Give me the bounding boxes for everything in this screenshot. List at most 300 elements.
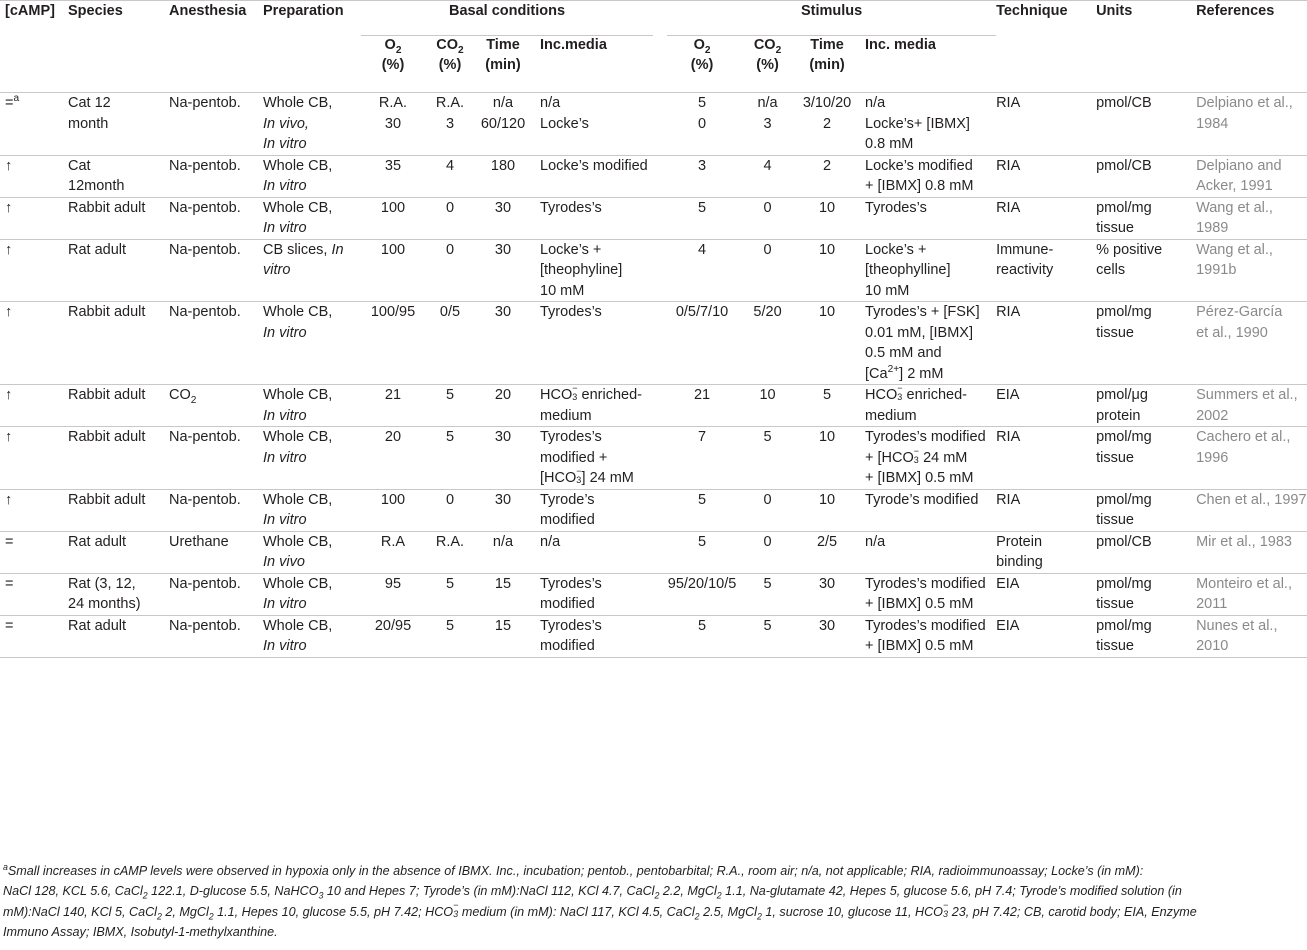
stim-media-cell-line: $[Ca^{2+}]$ 2 mM (865, 363, 944, 382)
technique-cell (996, 155, 1096, 197)
camp-cell-line: ↑ (5, 199, 13, 216)
anesthesia-cell-line: $CO_2$ (169, 387, 197, 406)
stim-time-cell (798, 155, 856, 197)
basal-media-cell-line: Tyrodes’s (540, 199, 602, 216)
header-references: References (1196, 1, 1307, 35)
stim-o2-cell (667, 302, 737, 385)
preparation-cell (263, 427, 361, 490)
basal-o2-cell (361, 615, 425, 657)
stim-media-cell-line: Tyrodes’s modified (865, 429, 986, 445)
camp-cell (0, 302, 68, 385)
reference-cell-line: Acker, 1991 (1196, 178, 1273, 194)
stim-media-cell (856, 385, 996, 427)
stim-media-cell (856, 427, 996, 490)
species-cell (68, 197, 169, 239)
basal-o2-cell (361, 489, 425, 531)
basal-co2-cell-line: 4 (445, 157, 455, 174)
header-preparation: Preparation (263, 1, 361, 35)
reference-cell-line: 1989 (1196, 220, 1229, 236)
species-cell-line: 12month (68, 178, 125, 194)
stim-o2-cell-line: 5 (697, 533, 707, 550)
units-cell-line: pmol/μg (1096, 387, 1148, 403)
stim-co2-cell (737, 93, 798, 156)
technique-cell (996, 573, 1096, 615)
stim-o2-cell (667, 239, 737, 302)
basal-media-cell-line: Locke’s (540, 115, 589, 132)
basal-o2-cell-line: 100 (380, 199, 406, 216)
footnote-line-4: Immuno Assay; IBMX, Isobutyl-1-methylxanthine. (3, 925, 278, 940)
reference-cell-line: Chen et al., 1997 (1196, 491, 1307, 508)
basal-time-cell-line: 180 (490, 157, 516, 174)
stim-media-cell-line: + [IBMX] 0.5 mM (865, 470, 974, 486)
units-cell-line: pmol/CB (1096, 95, 1152, 111)
anesthesia-cell (169, 531, 263, 573)
basal-co2-cell (425, 155, 475, 197)
basal-media-cell-line: Tyrodes’s (540, 617, 602, 634)
preparation-cell-line: In vivo (263, 554, 305, 570)
header-stimulus (667, 1, 996, 35)
stim-time-cell (798, 385, 856, 427)
header-stim-incmedia: Inc. media (865, 36, 936, 53)
technique-cell (996, 302, 1096, 385)
reference-cell (1196, 197, 1307, 239)
preparation-cell (263, 197, 361, 239)
basal-o2-cell-line: 30 (384, 115, 402, 132)
stim-media-cell (856, 302, 996, 385)
basal-co2-cell (425, 385, 475, 427)
technique-cell (996, 93, 1096, 156)
anesthesia-cell-line: Na-pentob. (169, 95, 241, 111)
species-cell (68, 573, 169, 615)
basal-co2-cell-line: 0 (445, 199, 455, 216)
species-cell-line: month (68, 115, 109, 132)
basal-media-cell (531, 302, 653, 385)
anesthesia-cell (169, 615, 263, 657)
stim-co2-cell-line: 5/20 (753, 304, 782, 320)
technique-cell (996, 239, 1096, 302)
anesthesia-cell-line: Na-pentob. (169, 241, 241, 258)
units-cell-line: pmol/mg (1096, 429, 1152, 445)
basal-time-cell (475, 239, 531, 302)
stim-time-cell (798, 427, 856, 490)
basal-o2-cell (361, 155, 425, 197)
basal-co2-cell (425, 239, 475, 302)
basal-co2-cell-line: 0 (445, 241, 455, 258)
stim-co2-cell (737, 489, 798, 531)
reference-cell-line: et al., 1990 (1196, 324, 1268, 341)
units-cell (1096, 489, 1196, 531)
table-row (0, 615, 1307, 657)
camp-cell (0, 239, 68, 302)
species-cell-line: Rat adult (68, 617, 127, 634)
stim-o2-cell (667, 615, 737, 657)
units-cell-line: pmol/mg (1096, 491, 1152, 508)
stim-o2-cell-line: 21 (693, 387, 711, 403)
basal-time-cell (475, 573, 531, 615)
header-basal-o2: $O_2$ (%) (381, 36, 405, 73)
units-cell-line: tissue (1096, 512, 1134, 528)
stim-co2-cell-line: 5 (763, 617, 772, 634)
species-cell-line: Rabbit adult (68, 304, 146, 320)
camp-cell (0, 155, 68, 197)
basal-o2-cell-line: 100 (380, 491, 406, 508)
stim-o2-cell-line: 5 (697, 95, 707, 111)
basal-media-cell-line: 10 mM (540, 282, 585, 299)
preparation-cell-line: Whole CB, (263, 491, 333, 508)
stim-time-cell-line: 10 (818, 199, 836, 216)
basal-media-cell (531, 385, 653, 427)
stim-media-cell-line: + [IBMX] 0.5 mM (865, 638, 974, 654)
basal-o2-cell-line: 20/95 (374, 617, 412, 634)
header-basal-incmedia: Inc.media (540, 36, 607, 53)
stim-time-cell-line: 30 (818, 617, 836, 634)
stim-media-cell-line: Locke’s+ [IBMX] (865, 115, 970, 132)
stim-time-cell-line: 2/5 (816, 533, 838, 550)
units-cell (1096, 385, 1196, 427)
units-cell-line: % positive (1096, 241, 1163, 258)
camp-cell-line: ↑ (5, 241, 13, 258)
header-stim-time: Time (min) (809, 36, 845, 73)
units-cell (1096, 197, 1196, 239)
basal-media-cell-line: Locke’s + (540, 241, 602, 258)
basal-time-cell-line: 60/120 (480, 115, 526, 132)
species-cell-line: Rabbit adult (68, 491, 146, 508)
stim-co2-cell-line: 10 (759, 387, 776, 403)
basal-co2-cell (425, 573, 475, 615)
basal-co2-cell-line: R.A. (435, 533, 465, 550)
preparation-cell-line: CB slices, In (263, 241, 344, 258)
reference-cell-line: 1984 (1196, 115, 1229, 132)
preparation-cell (263, 615, 361, 657)
stim-o2-cell-line: 95/20/10/5 (667, 575, 737, 592)
table-row (0, 302, 1307, 385)
technique-cell-line: RIA (996, 429, 1021, 445)
units-cell (1096, 155, 1196, 197)
stim-media-cell-line: Tyrodes’s + [FSK] (865, 304, 980, 320)
stim-time-cell-line: 10 (818, 241, 836, 258)
reference-cell-line: Monteiro et al., (1196, 575, 1292, 592)
camp-cell-line: = (5, 617, 14, 634)
stim-o2-cell-line: 7 (697, 429, 707, 445)
header-anesthesia: Anesthesia (169, 1, 263, 35)
basal-co2-cell (425, 427, 475, 490)
basal-media-cell-line: Locke’s modified (540, 157, 648, 174)
anesthesia-cell-line: Na-pentob. (169, 199, 241, 216)
stim-o2-cell-line: 5 (697, 617, 707, 634)
basal-media-cell-line: Tyrodes’s (540, 575, 602, 592)
reference-cell-line: Wang et al., (1196, 241, 1273, 258)
stim-o2-cell-line: 5 (697, 491, 707, 508)
stim-co2-cell-line: 0 (763, 199, 772, 216)
technique-cell-line: EIA (996, 387, 1020, 403)
species-cell (68, 385, 169, 427)
stim-time-cell (798, 573, 856, 615)
camp-cell (0, 427, 68, 490)
technique-cell-line: RIA (996, 95, 1021, 111)
basal-time-cell (475, 302, 531, 385)
stim-co2-cell-line: 5 (763, 575, 772, 592)
basal-media-cell-line: Tyrode’s (540, 491, 595, 508)
stim-co2-cell-line: 3 (763, 115, 772, 132)
stim-media-cell (856, 155, 996, 197)
table-row (0, 239, 1307, 302)
preparation-cell-line: In vitro (263, 596, 307, 612)
preparation-cell-line: Whole CB, (263, 387, 333, 403)
header-basal-time: Time (min) (485, 36, 521, 73)
basal-media-cell-line: modified (540, 638, 595, 654)
stim-o2-cell (667, 93, 737, 156)
stim-co2-cell-line: n/a (757, 95, 778, 111)
basal-time-cell-line: 15 (494, 617, 512, 634)
reference-cell-line: Wang et al., (1196, 199, 1273, 216)
basal-time-cell-line: 30 (494, 429, 512, 445)
stim-co2-cell (737, 197, 798, 239)
stim-time-cell (798, 489, 856, 531)
anesthesia-cell (169, 489, 263, 531)
stim-co2-cell-line: 5 (763, 429, 772, 445)
basal-co2-cell-line: 5 (445, 387, 455, 403)
units-cell-line: cells (1096, 262, 1126, 278)
basal-co2-cell-line: 0 (445, 491, 455, 508)
preparation-cell-line: In vitro (263, 178, 307, 194)
table-row (0, 531, 1307, 573)
species-cell-line: Rabbit adult (68, 387, 146, 403)
reference-cell-line: 1991b (1196, 262, 1237, 278)
stim-time-cell-line: 2 (822, 157, 832, 174)
basal-media-cell-line: modified (540, 596, 595, 612)
stim-media-cell-line: 0.01 mM, [IBMX] (865, 324, 974, 341)
units-cell-line: tissue (1096, 449, 1134, 466)
stim-media-cell-line: Tyrodes’s (865, 199, 927, 216)
preparation-cell-line: Whole CB, (263, 617, 333, 634)
basal-media-cell-line: modified + (540, 449, 608, 466)
technique-cell (996, 615, 1096, 657)
basal-media-cell-line: Tyrodes’s (540, 304, 602, 320)
species-cell-line: Rat adult (68, 241, 127, 258)
basal-media-cell-line: n/a (540, 533, 561, 550)
reference-cell (1196, 93, 1307, 156)
basal-time-cell (475, 531, 531, 573)
basal-o2-cell-line: 100/95 (370, 304, 416, 320)
stim-media-cell (856, 531, 996, 573)
preparation-cell-line: In vitro (263, 407, 307, 424)
units-cell (1096, 573, 1196, 615)
species-cell-line: Rabbit adult (68, 199, 146, 216)
units-cell (1096, 93, 1196, 156)
basal-media-cell (531, 489, 653, 531)
basal-time-cell (475, 427, 531, 490)
basal-o2-cell-line: 21 (384, 387, 402, 403)
species-cell (68, 489, 169, 531)
reference-cell (1196, 573, 1307, 615)
basal-co2-cell (425, 302, 475, 385)
anesthesia-cell (169, 155, 263, 197)
basal-media-cell (531, 93, 653, 156)
stim-media-cell-line: Tyrodes’s modified (865, 617, 986, 634)
species-cell (68, 302, 169, 385)
species-cell (68, 427, 169, 490)
units-cell (1096, 531, 1196, 573)
stim-media-cell-line: 10 mM (865, 282, 910, 299)
reference-cell (1196, 427, 1307, 490)
stim-o2-cell (667, 197, 737, 239)
technique-cell-line: RIA (996, 491, 1021, 508)
stim-time-cell-line: 10 (818, 491, 836, 508)
stim-media-cell-line: n/a (865, 533, 886, 550)
basal-media-cell-line: n/a (540, 95, 561, 111)
technique-cell-line: EIA (996, 617, 1020, 634)
stim-media-cell-line: Tyrode’s modified (865, 491, 979, 508)
basal-time-cell-line: 15 (494, 575, 512, 592)
basal-o2-cell-line: 35 (384, 157, 402, 174)
species-cell-line: Rat adult (68, 533, 127, 550)
preparation-cell (263, 93, 361, 156)
preparation-cell (263, 155, 361, 197)
basal-o2-cell (361, 573, 425, 615)
anesthesia-cell (169, 573, 263, 615)
units-cell-line: protein (1096, 407, 1141, 424)
preparation-cell-line: In vitro (263, 638, 307, 654)
stim-o2-cell (667, 155, 737, 197)
technique-cell (996, 531, 1096, 573)
basal-o2-cell-line: 95 (384, 575, 402, 592)
basal-co2-cell (425, 531, 475, 573)
stim-co2-cell-line: 0 (763, 533, 772, 550)
basal-time-cell-line: 30 (494, 199, 512, 216)
camp-cell-line: ↑ (5, 157, 13, 174)
anesthesia-cell (169, 427, 263, 490)
species-cell-line: 24 months) (68, 596, 141, 612)
stim-media-cell-line: 0.8 mM (865, 136, 914, 152)
basal-time-cell-line: 30 (494, 241, 512, 258)
units-cell-line: tissue (1096, 220, 1134, 236)
preparation-cell-line: In vitro (263, 220, 307, 236)
technique-cell-line: EIA (996, 575, 1020, 592)
stim-media-cell (856, 489, 996, 531)
reference-cell (1196, 531, 1307, 573)
basal-media-cell (531, 615, 653, 657)
species-cell-line: Cat 12 (68, 95, 111, 111)
technique-cell (996, 427, 1096, 490)
preparation-cell-line: Whole CB, (263, 199, 333, 216)
basal-time-cell (475, 615, 531, 657)
camp-cell-line: =$^a$ (5, 93, 20, 111)
basal-co2-cell-line: 5 (445, 617, 455, 634)
header-stim-o2: $O_2$ (%) (690, 36, 714, 73)
stim-media-cell (856, 239, 996, 302)
preparation-cell (263, 489, 361, 531)
camp-cell (0, 385, 68, 427)
stim-media-cell-line: Tyrodes’s modified (865, 575, 986, 592)
basal-time-cell (475, 93, 531, 156)
stim-o2-cell (667, 385, 737, 427)
anesthesia-cell-line: Na-pentob. (169, 575, 241, 592)
preparation-cell (263, 531, 361, 573)
stim-time-cell (798, 197, 856, 239)
basal-o2-cell (361, 302, 425, 385)
stim-o2-cell-line: 5 (697, 199, 707, 216)
stim-media-cell (856, 573, 996, 615)
basal-o2-cell-line: 20 (384, 429, 402, 445)
units-cell-line: pmol/mg (1096, 617, 1152, 634)
camp-cell-line: ↑ (5, 304, 13, 320)
stim-time-cell-line: 5 (822, 387, 832, 403)
preparation-cell-line: Whole CB, (263, 575, 333, 592)
technique-cell-line: Immune- (996, 241, 1054, 258)
basal-time-cell (475, 197, 531, 239)
basal-media-cell (531, 155, 653, 197)
stim-media-cell-line: + [HCO − 3 24 mM (865, 445, 968, 466)
stim-co2-cell (737, 385, 798, 427)
reference-cell (1196, 385, 1307, 427)
technique-cell-line: RIA (996, 199, 1021, 216)
preparation-cell-line: vitro (263, 262, 291, 278)
stim-time-cell-line: 30 (818, 575, 836, 592)
stim-time-cell-line: 2 (822, 115, 832, 132)
basal-media-cell-line: [theophyline] (540, 262, 623, 278)
anesthesia-cell-line: Urethane (169, 533, 229, 550)
stim-media-cell (856, 615, 996, 657)
species-cell (68, 239, 169, 302)
footnote-line-1: $^a$Small increases in cAMP levels were observed in hypoxia only in the absence of IBMX. Inc., incubation; pentob., pentobarbital; R.A., room air; n/a, not applicable; RIA, radioimmunoassay; Locke’s (in mM): (3, 861, 1144, 878)
basal-media-cell (531, 531, 653, 573)
reference-cell-line: 2011 (1196, 596, 1228, 612)
basal-o2-cell-line: 100 (380, 241, 406, 258)
camp-cell (0, 615, 68, 657)
technique-cell-line: reactivity (996, 262, 1054, 278)
reference-cell-line: Nunes et al., (1196, 617, 1278, 634)
basal-media-cell (531, 197, 653, 239)
camp-cell (0, 197, 68, 239)
reference-cell-line: 2010 (1196, 638, 1229, 654)
camp-cell-line: ↑ (5, 387, 13, 403)
stim-media-cell-line: Locke’s + (865, 241, 927, 258)
table-row (0, 93, 1307, 156)
table-footnote (3, 861, 1303, 943)
reference-cell (1196, 489, 1307, 531)
reference-cell-line: Pérez-García (1196, 304, 1283, 320)
stim-time-cell-line: 3/10/20 (802, 95, 852, 111)
technique-cell-line: RIA (996, 157, 1021, 174)
reference-cell-line: Delpiano and (1196, 157, 1282, 174)
header-stim-co2: $CO_2$ (%) (753, 36, 782, 73)
basal-o2-cell (361, 385, 425, 427)
reference-cell (1196, 615, 1307, 657)
preparation-cell (263, 385, 361, 427)
basal-time-cell (475, 489, 531, 531)
header-basal-conditions (361, 1, 653, 35)
technique-cell (996, 489, 1096, 531)
table-row (0, 489, 1307, 531)
footnote-marker: a (13, 93, 20, 105)
stim-media-cell-line: [theophylline] (865, 262, 951, 278)
basal-o2-cell (361, 531, 425, 573)
units-cell (1096, 615, 1196, 657)
basal-o2-cell (361, 427, 425, 490)
stim-co2-cell (737, 573, 798, 615)
units-cell (1096, 427, 1196, 490)
anesthesia-cell-line: Na-pentob. (169, 304, 241, 320)
header-units: Units (1096, 1, 1196, 35)
units-cell-line: pmol/CB (1096, 533, 1152, 550)
stim-time-cell-line: 10 (818, 304, 836, 320)
basal-o2-cell (361, 93, 425, 156)
table-row (0, 155, 1307, 197)
stim-media-cell-line: medium (865, 407, 917, 424)
camp-cell (0, 489, 68, 531)
preparation-cell-line: Whole CB, (263, 429, 333, 445)
basal-time-cell (475, 155, 531, 197)
